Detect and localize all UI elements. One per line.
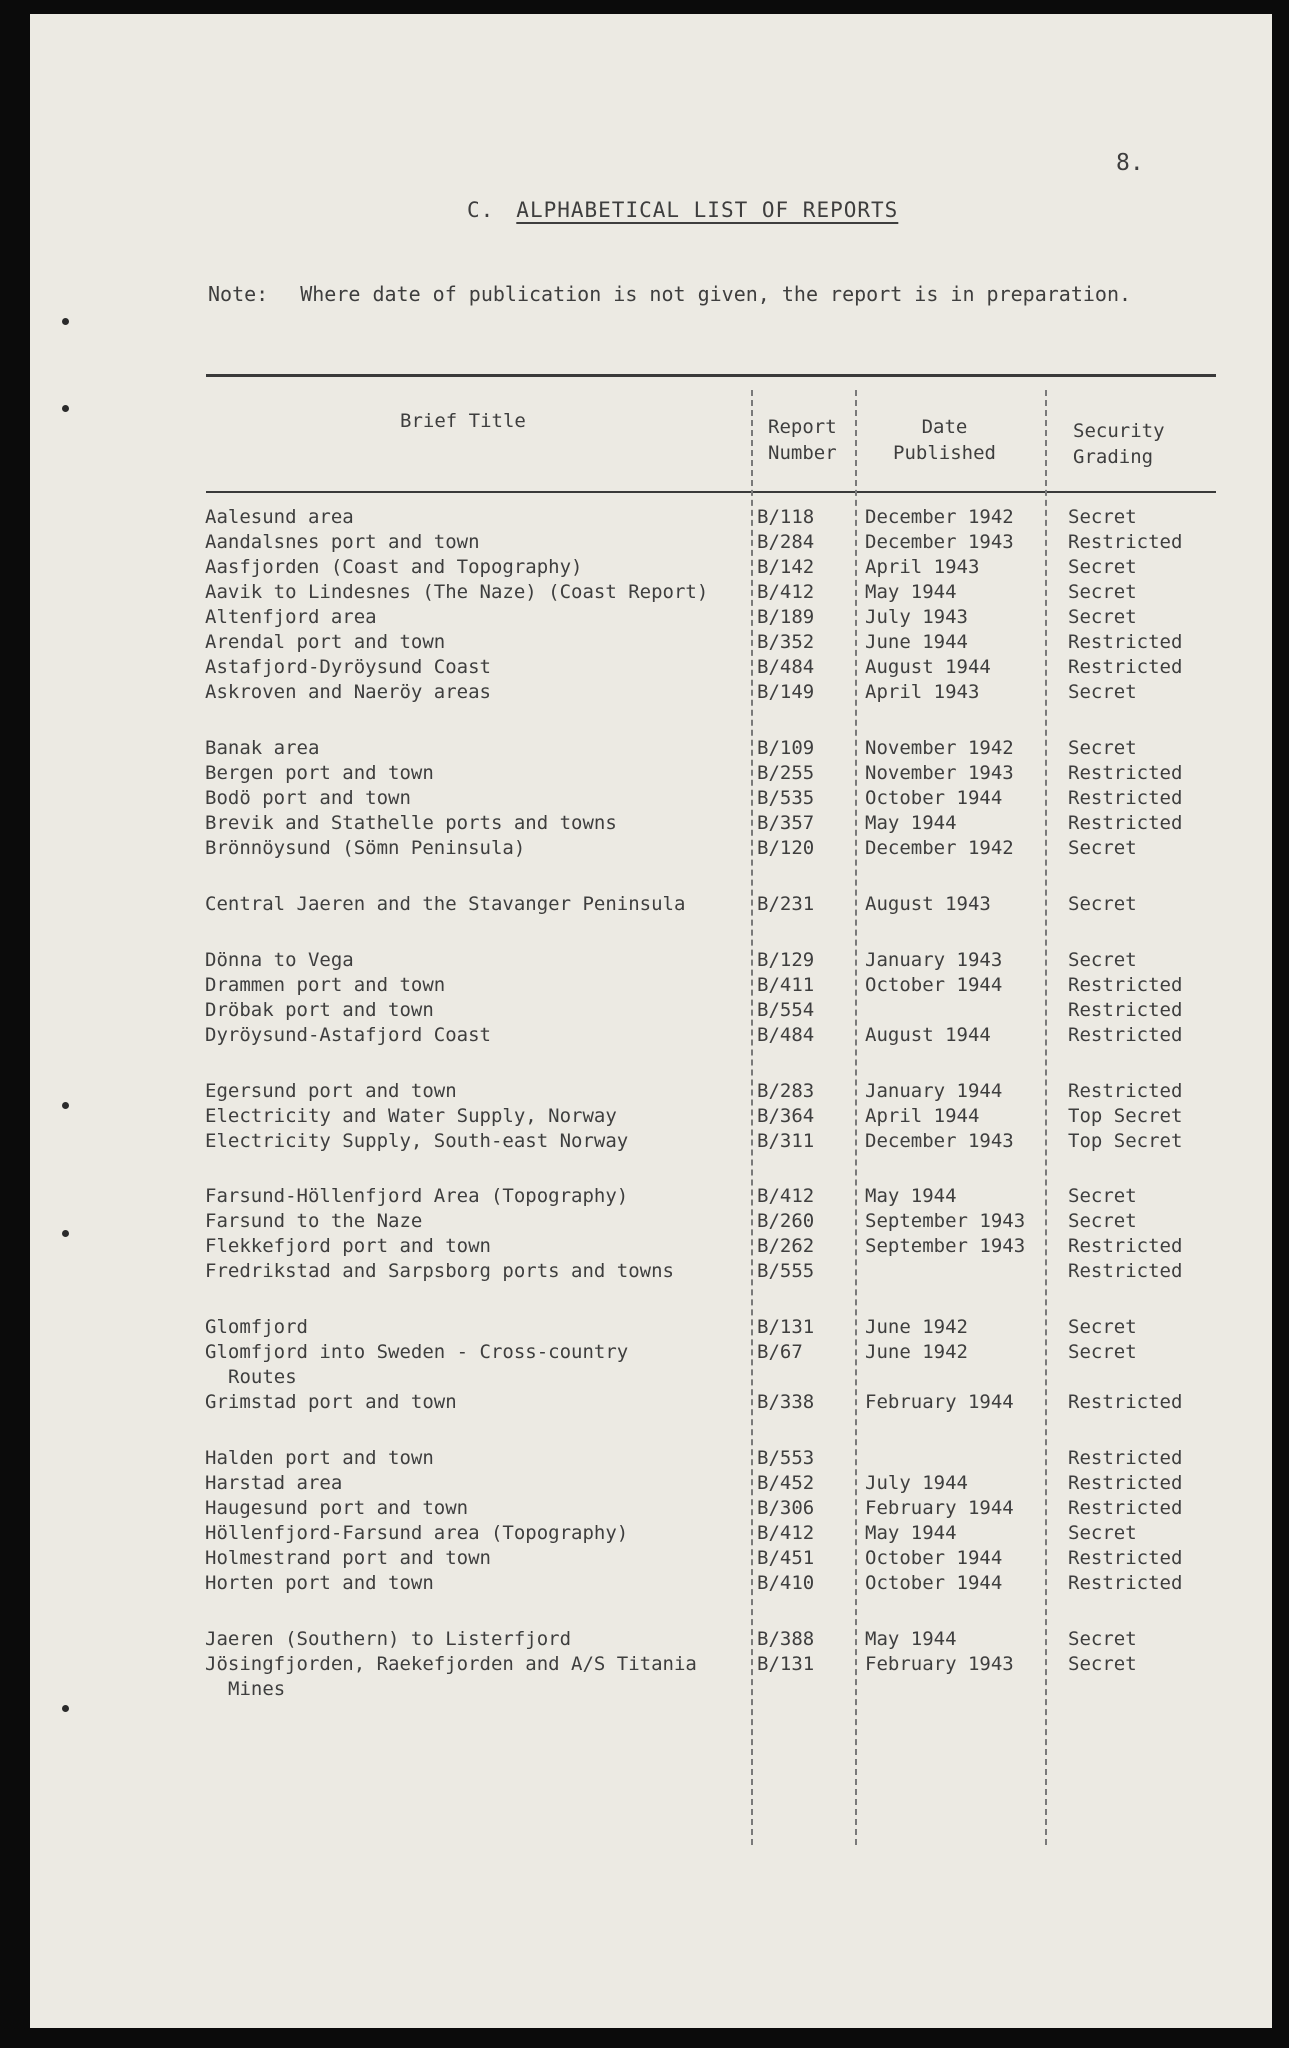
report-number: B/352	[757, 631, 815, 653]
table-row	[0, 631, 1289, 656]
column-header-date: Date Published	[893, 416, 996, 464]
table-row	[0, 787, 1289, 812]
security-grading: Secret	[1068, 1316, 1137, 1338]
table-row	[0, 1447, 1289, 1472]
security-grading: Restricted	[1068, 999, 1183, 1021]
table-row	[0, 1185, 1289, 1210]
report-number: B/451	[757, 1547, 815, 1569]
security-grading: Restricted	[1068, 631, 1183, 653]
report-title: Flekkefjord port and town	[205, 1235, 491, 1257]
report-title: Dyröysund-Astafjord Coast	[205, 1024, 491, 1046]
section-letter: C.	[467, 198, 495, 222]
report-title: Askroven and Naeröy areas	[205, 681, 491, 703]
date-published: April 1943	[865, 681, 980, 703]
report-title: Holmestrand port and town	[205, 1547, 491, 1569]
security-grading: Restricted	[1068, 974, 1183, 996]
report-title: Grimstad port and town	[205, 1391, 457, 1413]
date-published: September 1943	[865, 1210, 1026, 1232]
report-title: Jösingfjorden, Raekefjorden and A/S Titania	[205, 1653, 697, 1675]
security-grading: Secret	[1068, 737, 1137, 759]
date-published: December 1943	[865, 531, 1014, 553]
paper-speck	[62, 1705, 69, 1712]
table-header-rule	[206, 491, 1216, 493]
report-number: B/410	[757, 1572, 815, 1594]
table-row	[0, 681, 1289, 706]
date-published: June 1944	[865, 631, 968, 653]
date-published: October 1944	[865, 1547, 1003, 1569]
report-number: B/412	[757, 1522, 815, 1544]
report-number: B/364	[757, 1105, 815, 1127]
table-row	[0, 1316, 1289, 1341]
report-number: B/412	[757, 581, 815, 603]
report-title: Aasfjorden (Coast and Topography)	[205, 556, 583, 578]
date-published: June 1942	[865, 1316, 968, 1338]
report-title: Höllenfjord-Farsund area (Topography)	[205, 1522, 629, 1544]
date-published: October 1944	[865, 787, 1003, 809]
security-grading: Restricted	[1068, 1572, 1183, 1594]
paper-speck	[62, 405, 69, 412]
table-row	[0, 1080, 1289, 1105]
date-published: June 1942	[865, 1341, 968, 1363]
date-published: May 1944	[865, 1628, 957, 1650]
date-published: May 1944	[865, 1522, 957, 1544]
report-number: B/554	[757, 999, 815, 1021]
security-grading: Restricted	[1068, 1447, 1183, 1469]
date-published: February 1943	[865, 1653, 1014, 1675]
table-row	[0, 1572, 1289, 1597]
date-published: July 1943	[865, 606, 968, 628]
column-header-grading: Security Grading	[1073, 420, 1165, 468]
date-published: April 1944	[865, 1105, 980, 1127]
security-grading: Secret	[1068, 949, 1137, 971]
date-published: September 1943	[865, 1235, 1026, 1257]
table-row	[0, 1105, 1289, 1130]
report-number: B/131	[757, 1653, 815, 1675]
table-row	[0, 606, 1289, 631]
report-title: Brönnöysund (Sömn Peninsula)	[205, 837, 526, 859]
table-row	[0, 999, 1289, 1024]
date-published: November 1943	[865, 762, 1014, 784]
table-row	[0, 974, 1289, 999]
security-grading: Restricted	[1068, 531, 1183, 553]
security-grading: Secret	[1068, 1341, 1137, 1363]
date-published: May 1944	[865, 812, 957, 834]
report-number: B/260	[757, 1210, 815, 1232]
table-row	[0, 949, 1289, 974]
report-number: B/411	[757, 974, 815, 996]
report-title: Dröbak port and town	[205, 999, 434, 1021]
report-title: Central Jaeren and the Stavanger Peninsula	[205, 893, 686, 915]
table-row	[0, 1472, 1289, 1497]
date-published: November 1942	[865, 737, 1014, 759]
security-grading: Secret	[1068, 556, 1137, 578]
report-number: B/388	[757, 1628, 815, 1650]
report-number: B/189	[757, 606, 815, 628]
security-grading: Secret	[1068, 506, 1137, 528]
report-number: B/306	[757, 1497, 815, 1519]
table-row	[0, 837, 1289, 862]
date-published: August 1944	[865, 656, 991, 678]
date-published: May 1944	[865, 581, 957, 603]
paper-speck	[62, 318, 69, 325]
report-title: Arendal port and town	[205, 631, 446, 653]
table-top-rule	[206, 374, 1216, 377]
table-row	[0, 1497, 1289, 1522]
report-number: B/255	[757, 762, 815, 784]
security-grading: Restricted	[1068, 1472, 1183, 1494]
column-header-title: Brief Title	[400, 410, 526, 432]
report-number: B/311	[757, 1130, 815, 1152]
note-text: Where date of publication is not given, the report is in preparation.	[300, 282, 1132, 306]
table-row	[0, 1547, 1289, 1572]
report-title: Astafjord-Dyröysund Coast	[205, 656, 491, 678]
report-title: Bergen port and town	[205, 762, 434, 784]
table-row	[0, 1653, 1289, 1678]
report-number: B/231	[757, 893, 815, 915]
table-row	[0, 1024, 1289, 1049]
report-number: B/109	[757, 737, 815, 759]
date-published: July 1944	[865, 1472, 968, 1494]
report-number: B/412	[757, 1185, 815, 1207]
report-title: Drammen port and town	[205, 974, 446, 996]
report-number: B/67	[757, 1341, 803, 1363]
report-number: B/452	[757, 1472, 815, 1494]
table-row	[0, 1210, 1289, 1235]
date-published: December 1942	[865, 837, 1014, 859]
report-title: Horten port and town	[205, 1572, 434, 1594]
table-row	[0, 1628, 1289, 1653]
security-grading: Restricted	[1068, 1024, 1183, 1046]
report-title: Mines	[228, 1678, 286, 1700]
security-grading: Secret	[1068, 606, 1137, 628]
security-grading: Restricted	[1068, 1080, 1183, 1102]
date-published: December 1943	[865, 1130, 1014, 1152]
security-grading: Restricted	[1068, 812, 1183, 834]
report-number: B/357	[757, 812, 815, 834]
report-number: B/262	[757, 1235, 815, 1257]
report-number: B/129	[757, 949, 815, 971]
page-number: 8.	[1116, 150, 1144, 176]
report-title: Farsund to the Naze	[205, 1210, 423, 1232]
date-published: May 1944	[865, 1185, 957, 1207]
report-title: Harstad area	[205, 1472, 343, 1494]
report-title: Electricity Supply, South-east Norway	[205, 1130, 629, 1152]
date-published: April 1943	[865, 556, 980, 578]
table-row	[0, 737, 1289, 762]
table-row	[0, 1391, 1289, 1416]
security-grading: Secret	[1068, 1185, 1137, 1207]
report-title: Aavik to Lindesnes (The Naze) (Coast Report)	[205, 581, 709, 603]
report-title: Bodö port and town	[205, 787, 411, 809]
section-title: ALPHABETICAL LIST OF REPORTS	[516, 198, 899, 222]
report-number: B/120	[757, 837, 815, 859]
security-grading: Restricted	[1068, 656, 1183, 678]
security-grading: Restricted	[1068, 1547, 1183, 1569]
date-published: February 1944	[865, 1497, 1014, 1519]
date-published: December 1942	[865, 506, 1014, 528]
security-grading: Restricted	[1068, 1497, 1183, 1519]
security-grading: Restricted	[1068, 1391, 1183, 1413]
table-row	[0, 581, 1289, 606]
security-grading: Secret	[1068, 837, 1137, 859]
table-row	[0, 656, 1289, 681]
date-published: January 1944	[865, 1080, 1003, 1102]
note-label: Note:	[208, 282, 269, 306]
report-title: Electricity and Water Supply, Norway	[205, 1105, 617, 1127]
report-title: Glomfjord	[205, 1316, 308, 1338]
date-published: October 1944	[865, 974, 1003, 996]
security-grading: Restricted	[1068, 787, 1183, 809]
report-number: B/149	[757, 681, 815, 703]
security-grading: Secret	[1068, 581, 1137, 603]
table-row	[0, 1235, 1289, 1260]
report-number: B/535	[757, 787, 815, 809]
report-number: B/555	[757, 1260, 815, 1282]
security-grading: Top Secret	[1068, 1130, 1183, 1152]
table-row	[0, 506, 1289, 531]
date-published: October 1944	[865, 1572, 1003, 1594]
table-row	[0, 1366, 1289, 1391]
report-title: Aalesund area	[205, 506, 354, 528]
report-number: B/284	[757, 531, 815, 553]
report-title: Halden port and town	[205, 1447, 434, 1469]
security-grading: Restricted	[1068, 1260, 1183, 1282]
date-published: February 1944	[865, 1391, 1014, 1413]
security-grading: Secret	[1068, 1653, 1137, 1675]
report-number: B/484	[757, 656, 815, 678]
security-grading: Secret	[1068, 1522, 1137, 1544]
report-title: Altenfjord area	[205, 606, 377, 628]
column-header-report: Report Number	[768, 416, 837, 464]
report-title: Glomfjord into Sweden - Cross-country	[205, 1341, 629, 1363]
report-number: B/283	[757, 1080, 815, 1102]
report-title: Banak area	[205, 737, 320, 759]
report-title: Jaeren (Southern) to Listerfjord	[205, 1628, 572, 1650]
report-title: Dönna to Vega	[205, 949, 354, 971]
report-number: B/553	[757, 1447, 815, 1469]
security-grading: Restricted	[1068, 1235, 1183, 1257]
report-title: Brevik and Stathelle ports and towns	[205, 812, 617, 834]
table-row	[0, 1260, 1289, 1285]
table-row	[0, 1678, 1289, 1703]
table-row	[0, 1522, 1289, 1547]
report-title: Routes	[228, 1366, 297, 1388]
report-number: B/484	[757, 1024, 815, 1046]
security-grading: Top Secret	[1068, 1105, 1183, 1127]
table-row	[0, 762, 1289, 787]
report-number: B/142	[757, 556, 815, 578]
table-row	[0, 1341, 1289, 1366]
security-grading: Secret	[1068, 893, 1137, 915]
report-title: Fredrikstad and Sarpsborg ports and towns	[205, 1260, 674, 1282]
report-number: B/131	[757, 1316, 815, 1338]
security-grading: Secret	[1068, 1210, 1137, 1232]
date-published: August 1943	[865, 893, 991, 915]
security-grading: Restricted	[1068, 762, 1183, 784]
table-row	[0, 812, 1289, 837]
report-title: Egersund port and town	[205, 1080, 457, 1102]
note	[208, 282, 1131, 306]
date-published: January 1943	[865, 949, 1003, 971]
table-row	[0, 1130, 1289, 1155]
report-title: Haugesund port and town	[205, 1497, 469, 1519]
date-published: August 1944	[865, 1024, 991, 1046]
table-row	[0, 531, 1289, 556]
report-title: Farsund-Höllenfjord Area (Topography)	[205, 1185, 629, 1207]
report-title: Aandalsnes port and town	[205, 531, 480, 553]
security-grading: Secret	[1068, 1628, 1137, 1650]
table-row	[0, 893, 1289, 918]
table-row	[0, 556, 1289, 581]
section-heading	[467, 198, 898, 222]
report-number: B/338	[757, 1391, 815, 1413]
report-number: B/118	[757, 506, 815, 528]
security-grading: Secret	[1068, 681, 1137, 703]
